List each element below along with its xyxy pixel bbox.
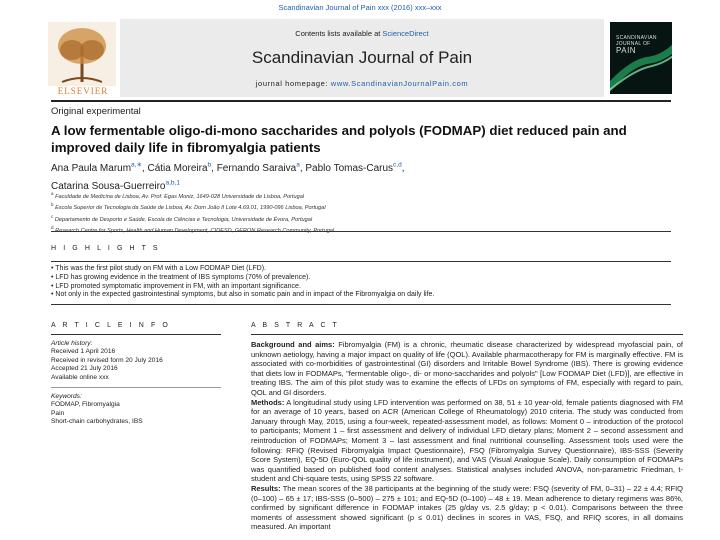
- author-2[interactable]: Cátia Moreira$^b$,: [147, 162, 217, 175]
- homepage-prefix: journal homepage:: [255, 79, 331, 88]
- history-label: Article history:: [51, 340, 93, 347]
- affiliation-item: $^c$ Departamento de Desporto e Saúde, Escola de Ciências e Tecnologia, Universidade de Évora, Portugal: [51, 213, 313, 223]
- highlight-item: • This was the first pilot study on FM with a Low FODMAP Diet (LFD).: [51, 265, 671, 274]
- cover-title: [616, 36, 672, 56]
- abstract-rule: [251, 334, 683, 335]
- article-title: A low fermentable oligo-di-mono saccharides and polyols (FODMAP) diet reduced pain and improved daily life in fibromyalgia patients: [51, 123, 627, 155]
- keyword-item: FODMAP, Fibromyalgia: [51, 401, 120, 409]
- highlights-top-rule: [51, 261, 671, 262]
- journal-homepage: [120, 79, 604, 88]
- cover-title-small: SCANDINAVIAN JOURNAL OF: [616, 35, 657, 47]
- author-list: [51, 159, 611, 194]
- contents-line: [120, 29, 604, 38]
- abstract-section-text: Fibromyalgia (FM) is a chronic, rheumatic disease characterized by widespread myofascial pain, of unknown aetiology, having a major impact on quality of life (QOL). Available pharmacotherapy for FM is marginally effective. FM is associated with co-morbidities of gastrointestinal (GI) disorders and Irritable Bowel Syndrome (IBS). There is growing evidence that diets low in FODMAPs, "fermentable oligo-, di- or mono-saccharides and polyols" [Low FODMAP Diet (LFD)], are effective in treating IBS. The aim of this pilot study was to examine the effects of LFDs on symptoms of FM, especially with regard to pain, QOL and GI disorders.: [251, 340, 684, 397]
- history-item: Received in revised form 20 July 2016: [51, 356, 163, 364]
- aurora-graphic: [610, 22, 672, 94]
- abstract-section-text: The mean scores of the 38 participants at the beginning of the study were: FSQ (severity of FM, 0–31) – 22 ± 4.4; RFIQ (0–100) – 65 ± 17; IBS-SSS (0–500) – 275 ± 101; and EQ-5D (0–100) – 48 ± 19. Mean adherence to dietary regimens was 86%, confirmed by significant difference in FODMAP intakes (25 g/day vs. 2.5 g/day; p < 0.01). Comparisons between the three moments of assessment showed significant (p ≤ 0.01) declines in scores in VAS, FSQ, and RFIQ scores, in all domains measured. An important: [251, 483, 683, 532]
- elsevier-logo-text: ELSEVIER: [57, 86, 109, 96]
- article-info-rule: [51, 334, 221, 335]
- highlights-bottom-rule: [51, 304, 671, 305]
- journal-reference: Scandinavian Journal of Pain xxx (2016) xxx–xxx: [278, 3, 442, 12]
- author-1[interactable]: Ana Paula Marum$^{a,∗}$,: [51, 162, 148, 175]
- contents-prefix: Contents lists available at: [295, 29, 383, 38]
- article-info: [51, 340, 221, 427]
- abstract-section-label: Methods:: [251, 397, 285, 407]
- author-3[interactable]: Fernando Saraiva$^a$,: [216, 162, 306, 175]
- cover-title-big: PAIN: [616, 46, 637, 55]
- keywords-divider: [51, 387, 221, 388]
- abstract-section-label: Background and aims:: [251, 340, 335, 349]
- affiliations: [51, 190, 611, 236]
- highlight-item: • LFD promoted symptomatic improvement in FM, with an important significance.: [51, 283, 671, 292]
- article-info-heading: A R T I C L E I N F O: [51, 322, 171, 329]
- keyword-item: Short-chain carbohydrates, IBS: [51, 418, 143, 426]
- keyword-item: Pain: [51, 409, 65, 417]
- author-4[interactable]: Pablo Tomas-Carus$^{c,d}$,: [305, 162, 405, 175]
- history-item: Accepted 21 July 2016: [51, 365, 118, 373]
- highlight-item: • LFD has growing evidence in the treatment of IBS symptoms (70% of prevalence).: [51, 274, 671, 283]
- affiliations-divider: [51, 231, 671, 232]
- affiliation-item: $^b$ Escola Superior de Tecnologia da Saúde de Lisboa, Av. Dom João II Lote 4.69.01, 1990-096 Lisboa, Portugal: [51, 202, 326, 212]
- history-item: Received 1 April 2016: [51, 348, 116, 356]
- highlights-list: [51, 265, 671, 300]
- history-item: Available online xxx: [51, 373, 109, 381]
- abstract-heading: A B S T R A C T: [251, 322, 340, 329]
- abstract-section-text: A longitudinal study using LFD intervention was performed on 38, 51 ± 10 year-old, female patients diagnosed with FM for an average of 10 years, based on ACR (American College of Rheumatology) 2010 criteria. The study was conducted from January through May, 2015, using a four-week, repeated-assessment model, as follows: Moment 0 – introduction of the protocol to participants; Moment 1 – first assessment and delivery of individual LFD dietary plans; Moment 2 – second assessment and reintroduction of FODMAPs; Moment 3 – last assessment and final nutritional counselling. Assessment tools used were the following: RFIQ (Revised Fibromyalgia Impact Questionnaire), FSQ (Fibromyalgia Survey Questionnaire), IBS-SSS (Severity Score System), EQ-5D (Euro-QOL quality of life instrument), and VAS (Visual Analogue Scale). Daily consumption of FODMAPs was quantified based on published food content analyses. Statistical analyses included ANOVA, non-parametric Friedman, t-student and Chi-square tests, using SPSS 22 software.: [251, 397, 683, 484]
- homepage-url-link[interactable]: www.ScandinavianJournalPain.com: [330, 79, 469, 88]
- keywords-label: Keywords:: [51, 393, 82, 401]
- affiliation-item: $^a$ Faculdade de Medicina de Lisboa, Av. Prof. Egas Moniz, 1649-028 Universidade de Lisboa, Portugal: [51, 191, 305, 200]
- author-5[interactable]: Catarina Sousa-Guerreiro$^{a,b,1}$: [51, 179, 180, 192]
- highlights-heading: H I G H L I G H T S: [51, 245, 161, 252]
- journal-cover-image: [610, 22, 672, 94]
- highlight-item: • Not only in the expected gastrointestinal symptoms, but also in somatic pain and in impact of the Fibromyalgia on daily life.: [51, 291, 671, 300]
- journal-title: Scandinavian Journal of Pain: [251, 48, 473, 67]
- abstract-section-label: Results:: [251, 483, 281, 493]
- header-divider: [51, 100, 671, 102]
- abstract-body: [251, 340, 683, 532]
- article-type: Original experimental: [51, 106, 141, 117]
- affiliation-item: $^d$ Research Centre for Sports, Health and Human Development, CIDESD, GERON Research Community, Portugal: [51, 225, 335, 235]
- sciencedirect-link[interactable]: ScienceDirect: [382, 29, 429, 38]
- elsevier-tree-logo: [48, 22, 116, 92]
